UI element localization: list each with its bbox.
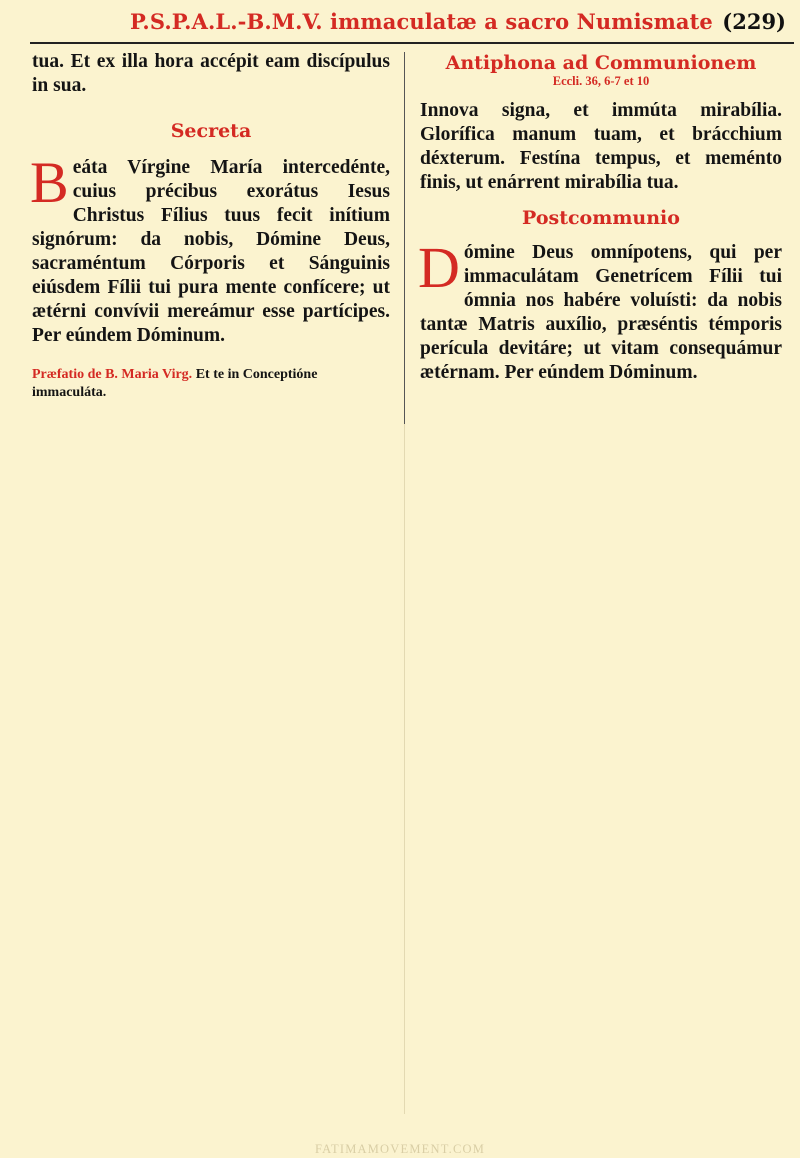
header-rule — [30, 42, 794, 44]
postcommunio-text: ómine Deus omnípotens, qui per immaculátam Genetrícem Fílii tui ómnia nos habére voluísti: da nobis tantæ Matris auxílio, præséntis témporis perícula devitáre; ut vitam consequámur ætérnam. Per eúndem Dóminum. — [420, 242, 782, 383]
postcommunio-paragraph — [418, 235, 782, 385]
preface-note-text: Et te in Conceptióne immaculáta. — [32, 367, 318, 400]
secreta-drop-cap: B — [30, 150, 69, 215]
communion-reference: Eccli. 36, 6-7 et 10 — [552, 74, 650, 88]
page-header — [0, 0, 800, 40]
preface-note — [32, 366, 390, 402]
right-column — [420, 50, 782, 385]
preface-note-rubric: Præfatio de B. Maria Virg. — [32, 367, 193, 382]
communion-text: Innova signa, et immúta mirabília. Gloríficа manum tuam, et brácchium déxterum. Festína tempus, et meménto finis, ut enárrent mirabília tua. — [420, 100, 782, 193]
left-column — [32, 50, 390, 402]
site-watermark: FATIMAMOVEMENT.COM — [314, 1142, 486, 1156]
page-number: (229) — [722, 9, 786, 34]
column-divider-faint — [404, 424, 405, 1114]
secreta-heading: Secreta — [170, 120, 252, 142]
intro-text: tua. Et ex illa hora accépit eam discípulus in sua. — [32, 51, 390, 96]
column-divider — [404, 52, 405, 424]
secreta-paragraph — [30, 150, 390, 348]
postcommunio-drop-cap: D — [418, 235, 460, 300]
postcommunio-heading: Postcommunio — [522, 207, 680, 229]
communion-heading: Antiphona ad Communionem — [445, 52, 757, 74]
running-title: P.S.P.A.L.-B.M.V. immaculatæ a sacro Numismate — [130, 9, 713, 34]
secreta-text: eáta Vírgine María intercedénte, cuius précibus exorátus Iesus Christus Fílius tuus fecit inítium signórum: da nobis, Dómine Deus, sacraméntum Córporis et Sánguinis eiúsdem Fílii tui pura mente confícere; ut ætérni convívii mereámur esse partícipes. Per eúndem Dóminum. — [32, 157, 390, 346]
